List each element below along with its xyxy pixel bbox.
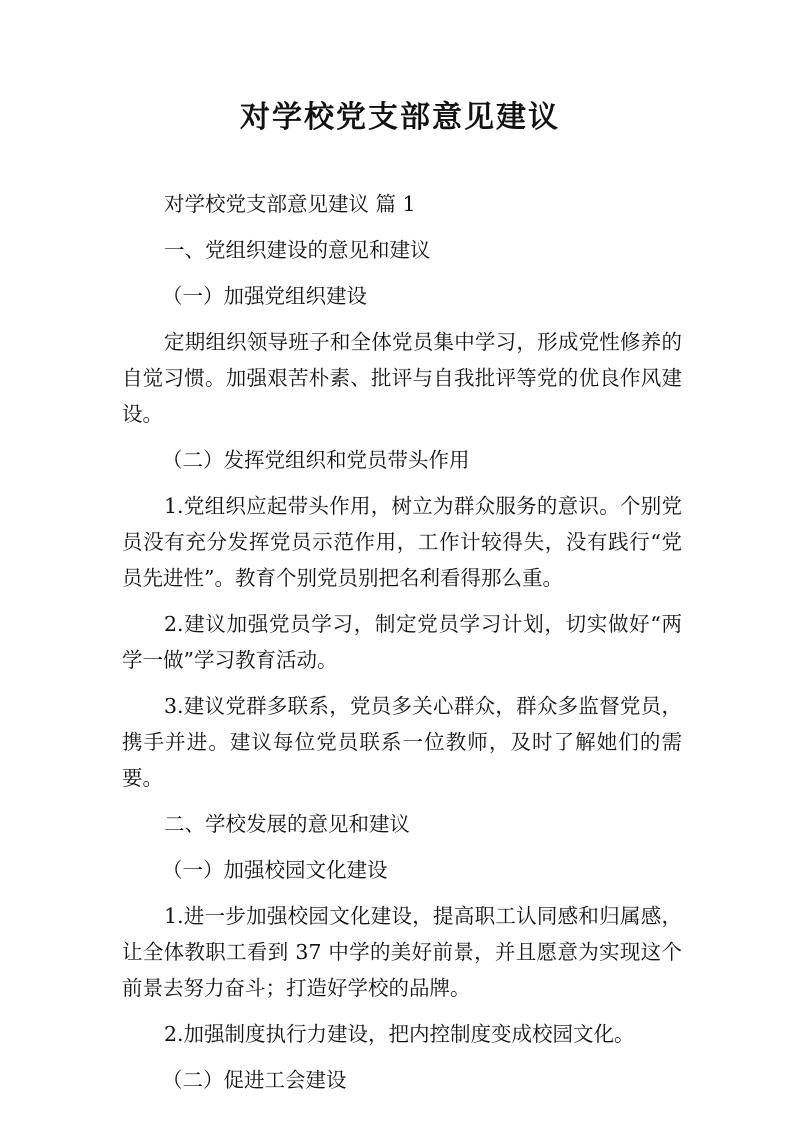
section-heading: 对学校党支部意见建议 篇 1 [164,192,416,216]
paragraph: 1.党组织应起带头作用，树立为群众服务的意识。个别党员没有充分发挥党员示范作用，工作计较得失，没有践行“党员先进性”。教育个别党员别把名利看得那么重。 [122,494,682,590]
heading-level-2: （二）发挥党组织和党员带头作用 [162,448,470,472]
document-body [122,186,682,1108]
paragraph: 2.加强制度执行力建设，把内控制度变成校园文化。 [164,1022,635,1046]
paragraph: 1.进一步加强校园文化建设，提高职工认同感和归属感，让全体教职工看到 37 中学的美好前景，并且愿意为实现这个前景去努力奋斗；打造好学校的品牌。 [122,904,682,1000]
document-title: 对学校党支部意见建议 [240,100,560,135]
heading-level-1: 二、学校发展的意见和建议 [164,812,410,836]
heading-level-1: 一、党组织建设的意见和建议 [164,238,431,262]
paragraph: 定期组织领导班子和全体党员集中学习，形成党性修养的自觉习惯。加强艰苦朴素、批评与自我批评等党的优良作风建设。 [122,330,682,426]
paragraph: 3.建议党群多联系，党员多关心群众，群众多监督党员，携手并进。建议每位党员联系一位教师，及时了解她们的需要。 [122,694,682,790]
heading-level-2: （一）加强党组织建设 [162,284,367,308]
heading-level-2: （一）加强校园文化建设 [162,858,388,882]
paragraph: 2.建议加强党员学习，制定党员学习计划，切实做好“两学一做”学习教育活动。 [122,612,682,672]
heading-level-2: （二）促进工会建设 [162,1068,347,1092]
